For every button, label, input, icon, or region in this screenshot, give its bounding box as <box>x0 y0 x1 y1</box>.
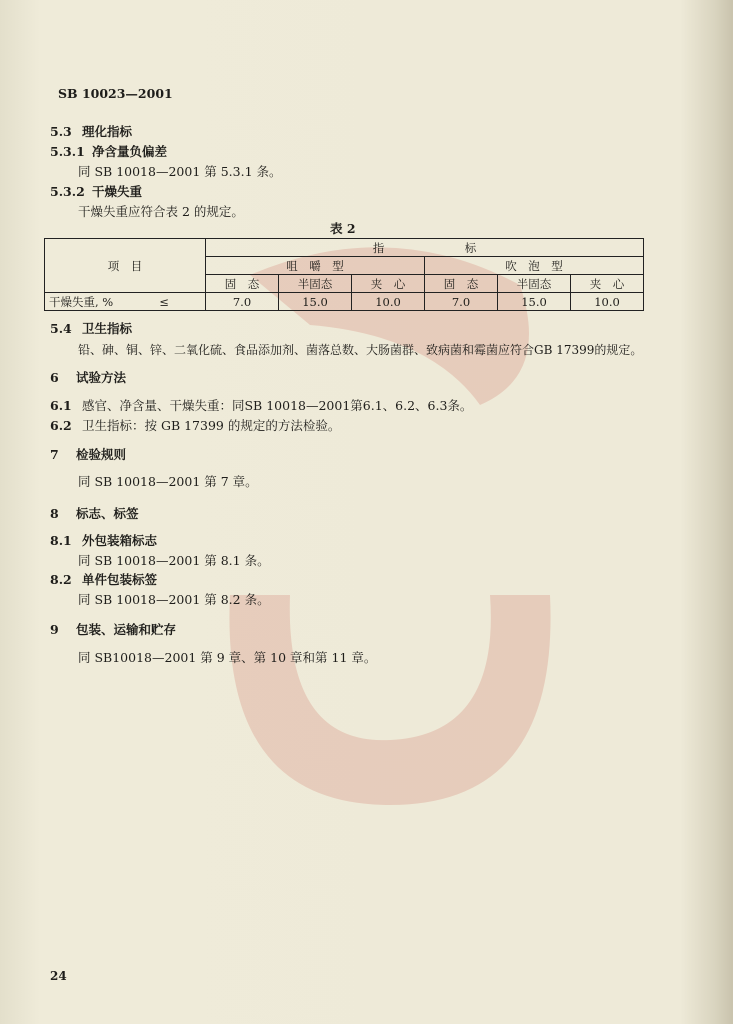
section-7-text: 同 SB 10018—2001 第 7 章。 <box>78 474 258 489</box>
section-title: 理化指标 <box>81 124 132 139</box>
section-9-text: 同 SB10018—2001 第 9 章、第 10 章和第 11 章。 <box>78 650 377 665</box>
section-number: 8 <box>50 506 59 521</box>
section-6 <box>50 370 126 386</box>
section-5-3-1 <box>50 144 167 160</box>
section-title: 标志、标签 <box>75 506 139 521</box>
section-7 <box>50 447 126 463</box>
section-title: 卫生指标 <box>81 321 132 336</box>
section-8-2 <box>50 572 157 588</box>
section-number: 5.4 <box>50 321 72 336</box>
table-header-item: 项 目 <box>45 239 206 293</box>
section-number: 9 <box>50 622 59 637</box>
section-5-3 <box>50 124 132 140</box>
table-subheader: 半固态 <box>498 275 571 293</box>
table-row-label: 干燥失重, % ≤ <box>45 293 206 311</box>
section-title: 干燥失重 <box>91 184 142 199</box>
table-subheader: 固 态 <box>425 275 498 293</box>
section-number: 5.3 <box>50 124 72 139</box>
section-5-3-2-text: 干燥失重应符合表 2 的规定。 <box>78 204 244 219</box>
section-number: 7 <box>50 447 59 462</box>
table-subheader: 夹 心 <box>352 275 425 293</box>
section-number: 8.2 <box>50 572 72 587</box>
table-cell: 15.0 <box>279 293 352 311</box>
section-8 <box>50 506 139 522</box>
section-title: 外包装箱标志 <box>81 533 157 548</box>
section-8-1-text: 同 SB 10018—2001 第 8.1 条。 <box>78 553 270 568</box>
table-group-bubble: 吹 泡 型 <box>425 257 644 275</box>
section-9 <box>50 622 176 638</box>
section-6-2 <box>50 418 340 434</box>
section-5-3-2 <box>50 184 142 200</box>
table-2 <box>44 238 644 311</box>
section-8-2-text: 同 SB 10018—2001 第 8.2 条。 <box>78 592 270 607</box>
table-cell: 7.0 <box>425 293 498 311</box>
section-5-4 <box>50 321 132 337</box>
page-number: 24 <box>50 969 67 983</box>
table-subheader: 半固态 <box>279 275 352 293</box>
section-8-1 <box>50 533 157 549</box>
document-header: SB 10023—2001 <box>58 86 173 101</box>
section-text: 感官、净含量、干燥失重：同SB 10018—2001第6.1、6.2、6.3条。 <box>81 398 473 413</box>
section-5-4-text: 铅、砷、铜、锌、二氧化硫、食品添加剂、菌落总数、大肠菌群、致病菌和霉菌应符合GB 17399的规定。 <box>78 343 643 357</box>
table-cell: 15.0 <box>498 293 571 311</box>
section-number: 6.1 <box>50 398 72 413</box>
table-caption: 表 2 <box>330 221 356 236</box>
table-cell: 7.0 <box>206 293 279 311</box>
section-text: 卫生指标：按 GB 17399 的规定的方法检验。 <box>81 418 341 433</box>
section-title: 净含量负偏差 <box>91 144 167 159</box>
section-title: 包装、运输和贮存 <box>75 622 176 637</box>
section-title: 单件包装标签 <box>81 572 157 587</box>
section-title: 试验方法 <box>75 370 126 385</box>
table-header-indicator: 指 标 <box>206 239 644 257</box>
table-cell: 10.0 <box>571 293 644 311</box>
section-6-1 <box>50 398 472 414</box>
table-cell: 10.0 <box>352 293 425 311</box>
table-subheader: 固 态 <box>206 275 279 293</box>
section-number: 8.1 <box>50 533 72 548</box>
table-group-chewing: 咀 嚼 型 <box>206 257 425 275</box>
section-5-3-1-text: 同 SB 10018—2001 第 5.3.1 条。 <box>78 164 282 179</box>
section-number: 5.3.1 <box>50 144 85 159</box>
section-number: 6 <box>50 370 59 385</box>
section-number: 5.3.2 <box>50 184 85 199</box>
table-subheader: 夹 心 <box>571 275 644 293</box>
section-number: 6.2 <box>50 418 72 433</box>
section-title: 检验规则 <box>75 447 126 462</box>
